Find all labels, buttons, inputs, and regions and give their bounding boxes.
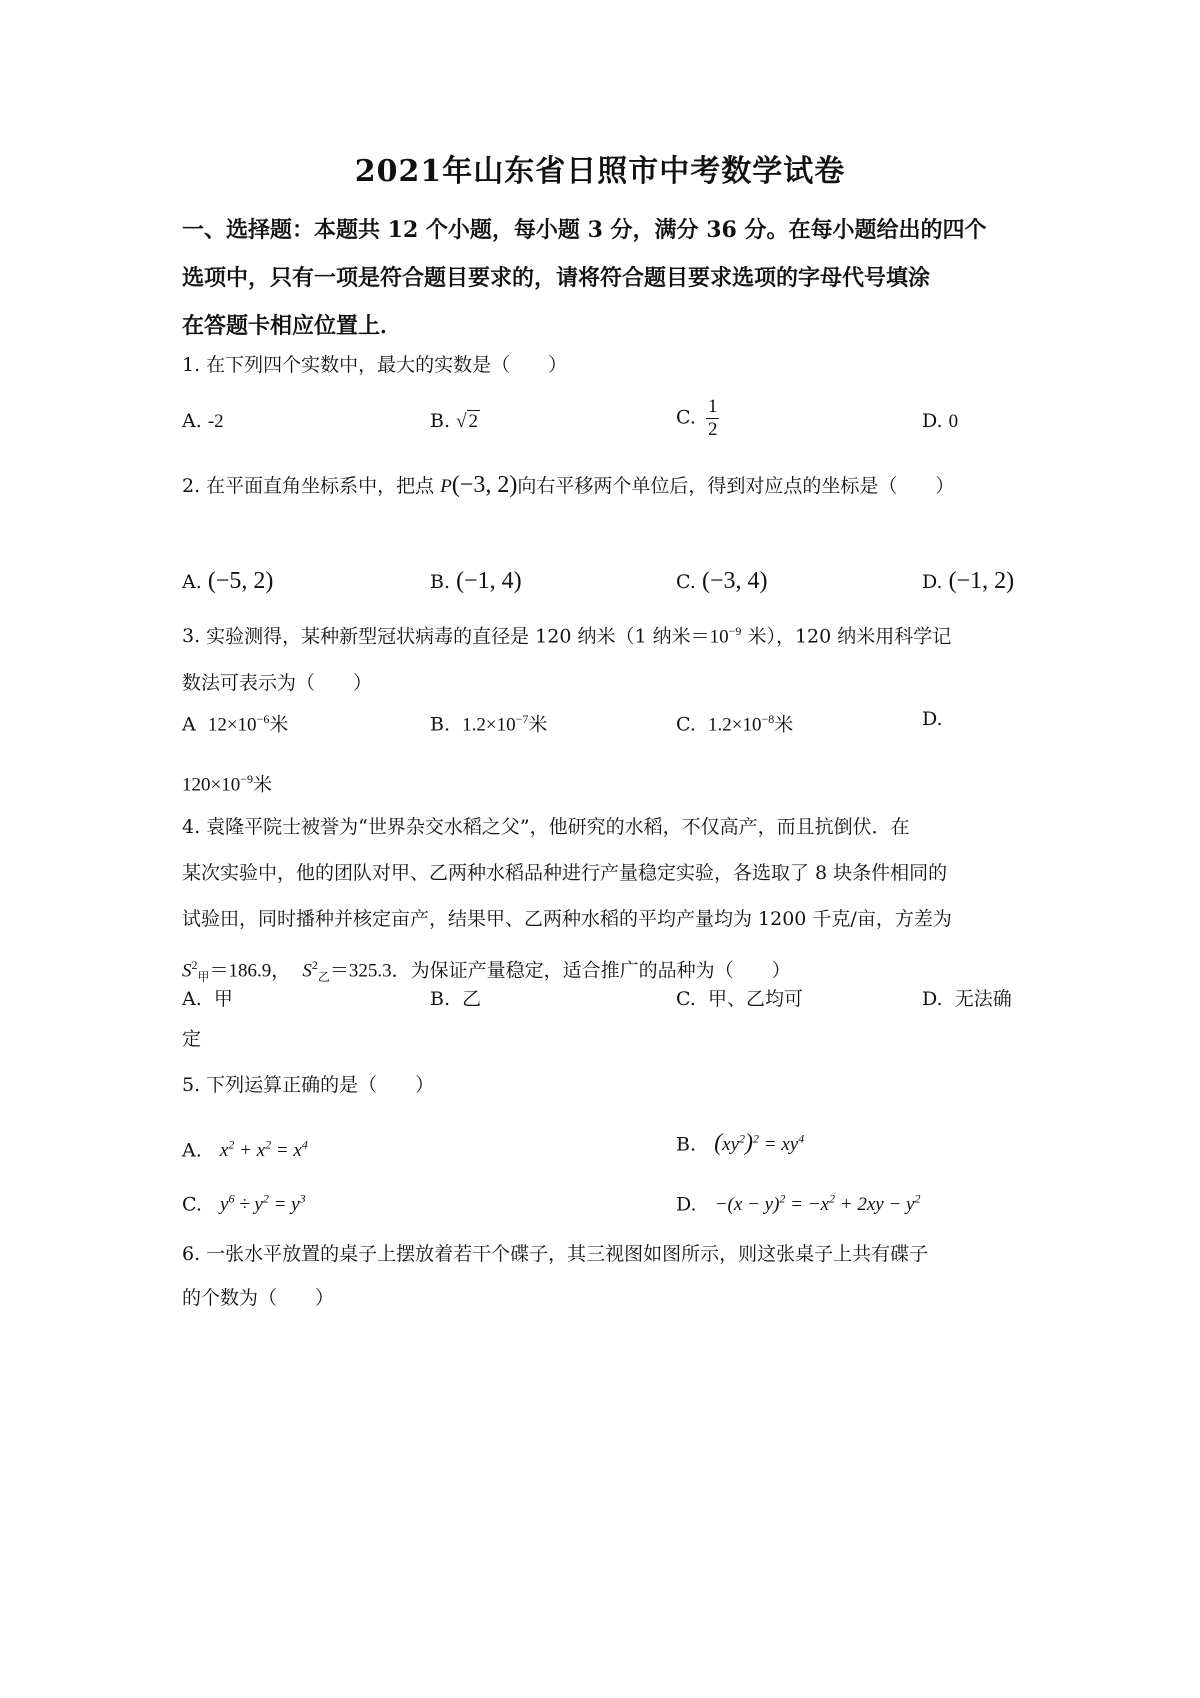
option-value: 甲 (213, 988, 233, 1010)
q5-option-a (182, 1126, 308, 1170)
option-label: A. (182, 410, 202, 432)
q5-option-d (676, 1180, 920, 1224)
option-value: (−1, 2) (948, 568, 1015, 594)
fraction (706, 396, 720, 441)
q2-option-a (182, 562, 273, 601)
question-number: 1. (182, 354, 201, 376)
q4-option-d-cont (182, 1020, 201, 1058)
option-label: D. (922, 410, 943, 432)
question-text: 数法可表示为（ ） (182, 672, 373, 695)
fraction-numerator: 1 (707, 396, 718, 417)
option-value: 乙 (462, 988, 482, 1010)
math-expression: $y^6 \div y^2 = y^3$ (220, 1192, 306, 1216)
question-4: 4. 袁隆平院士被誉为“世界杂交水稻之父”，他研究的水稻，不仅高产，而且抗倒伏．在 某次实验中，他的团队对甲、乙两种水稻品种进行产量稳定实验，各选取了 8 块条件相同的 试验田，同时播种并核定亩产，结果甲、乙两种水稻的平均产量均为 1200 千克/亩，方差为 $S^2_甲=186.9$， $S^2_乙=325.3$．为保证产量稳定，适合推广的品种为（ ） (182, 804, 1042, 1000)
option-value: 1.2×10 (462, 714, 516, 736)
unit: 米 (269, 713, 289, 736)
q3-option-a (182, 700, 288, 744)
option-value: 定 (182, 1028, 202, 1050)
question-text: 在下列四个实数中，最大的实数是（ ） (206, 354, 568, 376)
option-label: C. (182, 1193, 202, 1216)
question-text: 一张水平放置的桌子上摆放着若干个碟子，其三视图如图所示，则这张桌子上共有碟子 (206, 1243, 929, 1265)
option-value: 12×10 (207, 714, 257, 736)
option-label: B. (430, 988, 451, 1010)
option-label: B. (430, 713, 451, 736)
option-value: -2 (207, 411, 224, 432)
question-number: 3. (182, 625, 201, 648)
question-6 (182, 1232, 1042, 1320)
option-value: 1.2×10 (708, 714, 762, 736)
question-text: 下列运算正确的是（ ） (206, 1074, 435, 1096)
question-number: 4. (182, 816, 201, 838)
option-label: D. (922, 571, 943, 593)
q1-option-b (430, 402, 480, 441)
option-value: 无法确 (954, 988, 1012, 1010)
option-value: 甲、乙均可 (708, 988, 804, 1010)
exponent: 2 (191, 958, 198, 972)
option-label: A. (182, 1139, 202, 1162)
equation: ＝10 (690, 626, 729, 648)
question-number: 6. (182, 1243, 201, 1265)
question-3 (182, 612, 1042, 702)
option-label: C. (676, 713, 696, 736)
q2-option-c (676, 562, 767, 601)
page-title: 2021年山东省日照市中考数学试卷 (354, 154, 846, 189)
question-number: 2. (182, 475, 201, 497)
point-name: P (440, 476, 452, 497)
exponent: −7 (515, 712, 529, 726)
section-heading-line: 一、选择题：本题共 12 个小题，每小题 3 分，满分 36 分。在每小题给出的四个 (182, 217, 987, 243)
q1-option-a (182, 402, 224, 441)
option-label: C. (676, 406, 696, 429)
subscript: 甲 (197, 970, 210, 985)
q5-option-c (182, 1180, 306, 1224)
q3-option-d (922, 700, 943, 738)
math-expression: $-(x - y)^2 = -x^2 + 2xy - y^2$ (714, 1192, 921, 1216)
option-label: C. (676, 988, 696, 1010)
variance-symbol: S (302, 960, 312, 982)
option-value: 0 (948, 411, 959, 432)
question-text: 袁隆平院士被誉为“世界杂交水稻之父”，他研究的水稻，不仅高产，而且抗倒伏．在 (206, 816, 910, 838)
exponent: −6 (256, 712, 270, 726)
option-label: C. (676, 571, 696, 593)
q3-option-c (676, 700, 793, 744)
option-label: D. (922, 988, 943, 1010)
option-label: B. (676, 1133, 697, 1156)
q4-option-b (430, 980, 481, 1018)
section-heading-line: 在答题卡相应位置上． (182, 313, 403, 339)
option-label: A (182, 713, 196, 736)
question-2 (182, 466, 1042, 506)
unit: 米 (774, 713, 794, 736)
option-label: D. (676, 1193, 697, 1216)
point-coords: (−3, 2) (451, 472, 518, 498)
sqrt-expression: √ 2 (456, 411, 478, 432)
q1-option-d (922, 402, 958, 441)
option-label: D. (922, 708, 943, 730)
unit: 米 (253, 773, 273, 796)
unit: 米 (528, 713, 548, 736)
q5-option-b (676, 1120, 804, 1164)
q2-option-d (922, 562, 1014, 601)
q3-option-b (430, 700, 547, 744)
exponent: 2 (311, 958, 318, 972)
question-5 (182, 1066, 1042, 1104)
option-value: 120×10 (182, 774, 241, 796)
exponent: −9 (728, 624, 742, 638)
variance-value: ＝325.3 (329, 960, 392, 982)
variance-value: ＝186.9 (209, 960, 272, 982)
option-label: B. (430, 571, 451, 593)
question-text: 实验测得，某种新型冠状病毒的直径是 120 纳米（1 纳米 (206, 625, 691, 648)
q3-option-d-value (182, 760, 272, 804)
question-text: 的个数为（ ） (182, 1287, 335, 1309)
fraction-denominator: 2 (707, 419, 718, 440)
question-text: 在平面直角坐标系中，把点 (206, 475, 435, 497)
question-text: ．为保证产量稳定，适合推广的品种为（ ） (391, 959, 791, 982)
section-heading (182, 206, 1032, 350)
question-number: 5. (182, 1074, 201, 1096)
q4-option-d (922, 980, 1012, 1018)
exponent: −8 (761, 712, 775, 726)
variance-symbol: S (182, 960, 192, 982)
math-expression: $x^2 + x^2 = x^4$ (219, 1138, 308, 1162)
section-heading-line: 选项中，只有一项是符合题目要求的，请将符合题目要求选项的字母代号填涂 (182, 265, 931, 291)
q1-option-c (676, 396, 719, 441)
math-expression: $(xy^2)^2 = xy^4$ (714, 1130, 805, 1157)
q4-option-c (676, 980, 803, 1018)
question-text: 某次实验中，他的团队对甲、乙两种水稻品种进行产量稳定实验，各选取了 8 块条件相同的 (182, 862, 948, 884)
question-text: 米），120 纳米用科学记 (741, 625, 952, 648)
q4-option-a (182, 980, 233, 1018)
option-value: (−3, 4) (701, 568, 768, 594)
subscript: 乙 (317, 970, 330, 985)
option-label: A. (182, 571, 202, 593)
option-value: (−5, 2) (207, 568, 274, 594)
option-value: 2 (468, 411, 478, 432)
question-text: 试验田，同时播种并核定亩产，结果甲、乙两种水稻的平均产量均为 1200 千克/亩，方差为 (182, 908, 952, 930)
exponent: −9 (240, 772, 253, 786)
option-label: B. (430, 410, 451, 432)
question-1 (182, 346, 1042, 384)
option-value: (−1, 4) (456, 568, 522, 594)
q2-option-b (430, 562, 522, 601)
question-text: 向右平移两个单位后，得到对应点的坐标是（ ） (517, 475, 955, 497)
option-label: A. (182, 988, 202, 1010)
